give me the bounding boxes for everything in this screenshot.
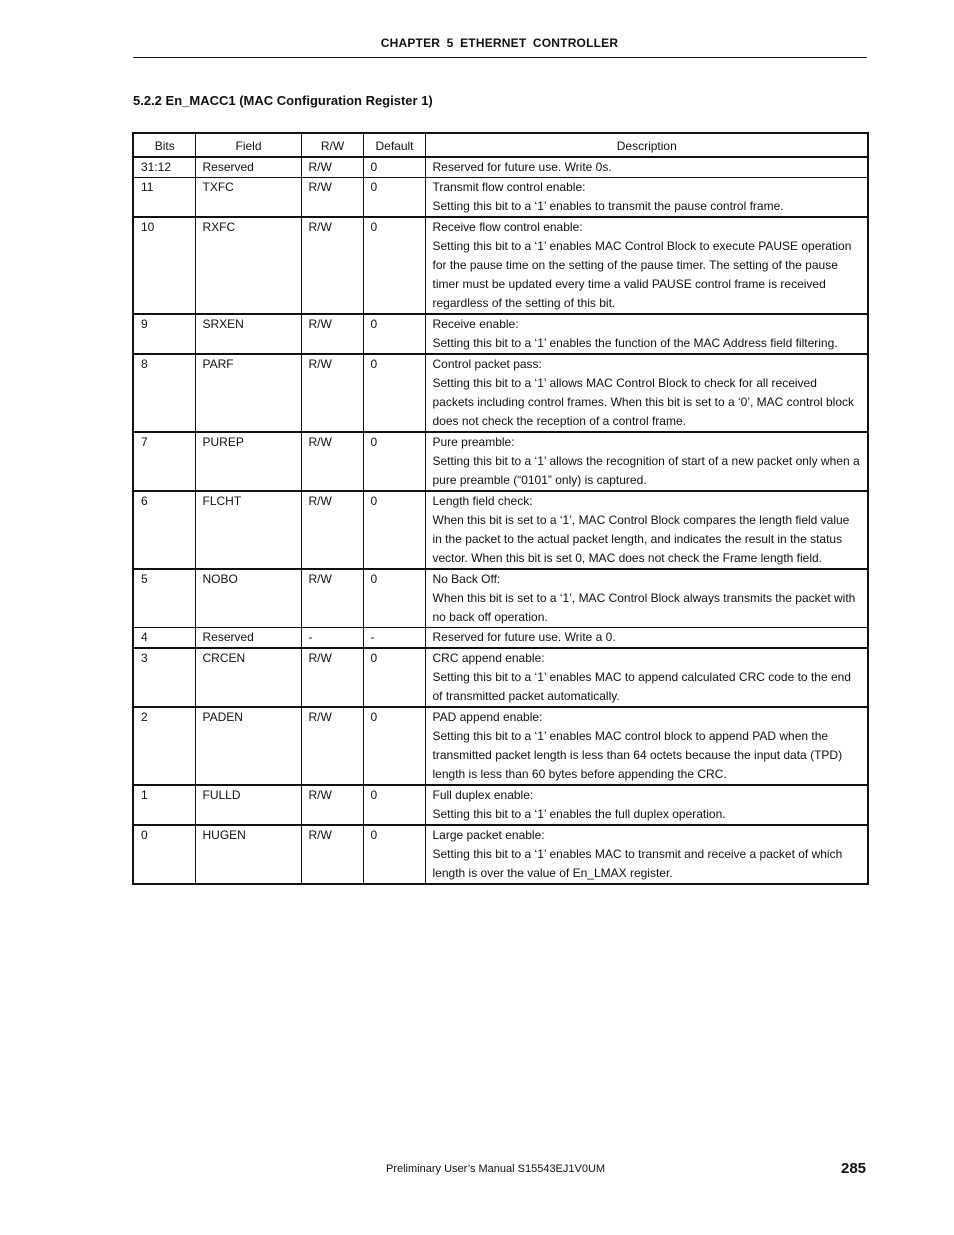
table-row: [133, 217, 868, 314]
default-cell: 0: [363, 157, 425, 178]
register-table: [132, 132, 869, 885]
description-title: Pure preamble:: [432, 435, 515, 449]
description-cell: [425, 314, 868, 354]
default-cell: 0: [363, 314, 425, 354]
table-row: [133, 432, 868, 491]
description-title: Reserved for future use. Write a 0.: [432, 630, 616, 644]
description-body: When this bit is set to a ‘1’, MAC Control Block always transmits the packet with no back off operation.: [432, 591, 856, 624]
field-cell: PARF: [195, 354, 301, 432]
description-body: Setting this bit to a ‘1’ enables MAC Control Block to execute PAUSE operation for the pause time on the setting of the pause timer. The setting of the pause timer must be updated every time a valid PAUSE control frame is received regardless of the setting of this bit.: [432, 239, 852, 310]
table-row: [133, 569, 868, 628]
rw-cell: R/W: [301, 491, 363, 569]
field-cell: FULLD: [195, 785, 301, 825]
description-body: Setting this bit to a ‘1’ allows MAC Control Block to check for all received packets including control frames. When this bit is set to a ‘0’, MAC control block does not check the reception of a control frame.: [432, 376, 855, 428]
bits-cell: 11: [133, 178, 195, 218]
bits-cell: 7: [133, 432, 195, 491]
description-cell: [425, 354, 868, 432]
column-header-rw: R/W: [301, 133, 363, 157]
field-cell: SRXEN: [195, 314, 301, 354]
description-title: Control packet pass:: [432, 357, 542, 371]
field-cell: HUGEN: [195, 825, 301, 884]
table-row: [133, 825, 868, 884]
bits-cell: 8: [133, 354, 195, 432]
bits-cell: 2: [133, 707, 195, 785]
description-body: When this bit is set to a ‘1’, MAC Control Block compares the length field value in the packet to the actual packet length, and indicates the result in the status vector. When this bit is set 0, MAC does not check the Frame length field.: [432, 513, 850, 565]
field-cell: CRCEN: [195, 648, 301, 707]
description-cell: [425, 178, 868, 218]
description-cell: [425, 217, 868, 314]
field-cell: TXFC: [195, 178, 301, 218]
description-title: CRC append enable:: [432, 651, 545, 665]
description-body: Setting this bit to a ‘1’ enables the full duplex operation.: [432, 807, 726, 821]
field-cell: FLCHT: [195, 491, 301, 569]
default-cell: 0: [363, 217, 425, 314]
rw-cell: R/W: [301, 157, 363, 178]
field-cell: Reserved: [195, 157, 301, 178]
field-cell: PUREP: [195, 432, 301, 491]
rw-cell: R/W: [301, 569, 363, 628]
bits-cell: 3: [133, 648, 195, 707]
default-cell: 0: [363, 785, 425, 825]
default-cell: 0: [363, 432, 425, 491]
column-header-default: Default: [363, 133, 425, 157]
description-cell: [425, 628, 868, 649]
rw-cell: R/W: [301, 825, 363, 884]
default-cell: 0: [363, 354, 425, 432]
rw-cell: R/W: [301, 178, 363, 218]
description-title: Full duplex enable:: [432, 788, 534, 802]
rw-cell: R/W: [301, 648, 363, 707]
section-title: 5.2.2 En_MACC1 (MAC Configuration Register 1): [133, 93, 433, 108]
field-cell: PADEN: [195, 707, 301, 785]
table-row: [133, 314, 868, 354]
bits-cell: 9: [133, 314, 195, 354]
column-header-description: Description: [425, 133, 868, 157]
description-body: Setting this bit to a ‘1’ enables MAC control block to append PAD when the transmitted packet length is less than 64 octets because the input data (TPD) length is less than 60 bytes before appending the CRC.: [432, 729, 843, 781]
description-cell: [425, 785, 868, 825]
field-cell: Reserved: [195, 628, 301, 649]
description-cell: [425, 648, 868, 707]
table-row: [133, 648, 868, 707]
table-header-row: [133, 133, 868, 157]
default-cell: 0: [363, 825, 425, 884]
table-row: [133, 785, 868, 825]
rw-cell: R/W: [301, 354, 363, 432]
default-cell: 0: [363, 178, 425, 218]
description-title: No Back Off:: [432, 572, 501, 586]
table-row: [133, 178, 868, 218]
field-cell: NOBO: [195, 569, 301, 628]
column-header-field: Field: [195, 133, 301, 157]
bits-cell: 31:12: [133, 157, 195, 178]
bits-cell: 10: [133, 217, 195, 314]
description-cell: [425, 569, 868, 628]
rw-cell: R/W: [301, 314, 363, 354]
table-row: [133, 354, 868, 432]
description-title: Transmit flow control enable:: [432, 180, 586, 194]
table-row: [133, 628, 868, 649]
bits-cell: 0: [133, 825, 195, 884]
description-cell: [425, 707, 868, 785]
description-body: Setting this bit to a ‘1’ enables the function of the MAC Address field filtering.: [432, 336, 838, 350]
header-divider: [133, 57, 867, 58]
chapter-header: CHAPTER 5 ETHERNET CONTROLLER: [380, 36, 619, 50]
description-cell: [425, 157, 868, 178]
description-title: Reserved for future use. Write 0s.: [432, 160, 612, 174]
column-header-bits: Bits: [133, 133, 195, 157]
table-body: [133, 157, 868, 884]
description-body: Setting this bit to a ‘1’ allows the recognition of start of a new packet only when a pure preamble (“0101” only) is captured.: [432, 454, 860, 487]
bits-cell: 6: [133, 491, 195, 569]
description-title: Receive flow control enable:: [432, 220, 583, 234]
bits-cell: 5: [133, 569, 195, 628]
default-cell: 0: [363, 648, 425, 707]
bits-cell: 4: [133, 628, 195, 649]
description-title: Receive enable:: [432, 317, 519, 331]
bits-cell: 1: [133, 785, 195, 825]
field-cell: RXFC: [195, 217, 301, 314]
description-cell: [425, 825, 868, 884]
rw-cell: R/W: [301, 217, 363, 314]
table-row: [133, 491, 868, 569]
default-cell: 0: [363, 491, 425, 569]
description-body: Setting this bit to a ‘1’ enables to transmit the pause control frame.: [432, 199, 784, 213]
table-row: [133, 707, 868, 785]
default-cell: -: [363, 628, 425, 649]
description-title: PAD append enable:: [432, 710, 543, 724]
description-title: Large packet enable:: [432, 828, 545, 842]
description-title: Length field check:: [432, 494, 533, 508]
description-body: Setting this bit to a ‘1’ enables MAC to append calculated CRC code to the end of transmitted packet automatically.: [432, 670, 851, 703]
rw-cell: R/W: [301, 432, 363, 491]
description-body: Setting this bit to a ‘1’ enables MAC to transmit and receive a packet of which length is over the value of En_LMAX register.: [432, 847, 843, 880]
description-cell: [425, 491, 868, 569]
table-row: [133, 157, 868, 178]
default-cell: 0: [363, 569, 425, 628]
rw-cell: R/W: [301, 785, 363, 825]
description-cell: [425, 432, 868, 491]
footer-manual-title: Preliminary User’s Manual S15543EJ1V0UM: [386, 1163, 606, 1175]
rw-cell: -: [301, 628, 363, 649]
rw-cell: R/W: [301, 707, 363, 785]
default-cell: 0: [363, 707, 425, 785]
page-number: 285: [841, 1160, 867, 1177]
